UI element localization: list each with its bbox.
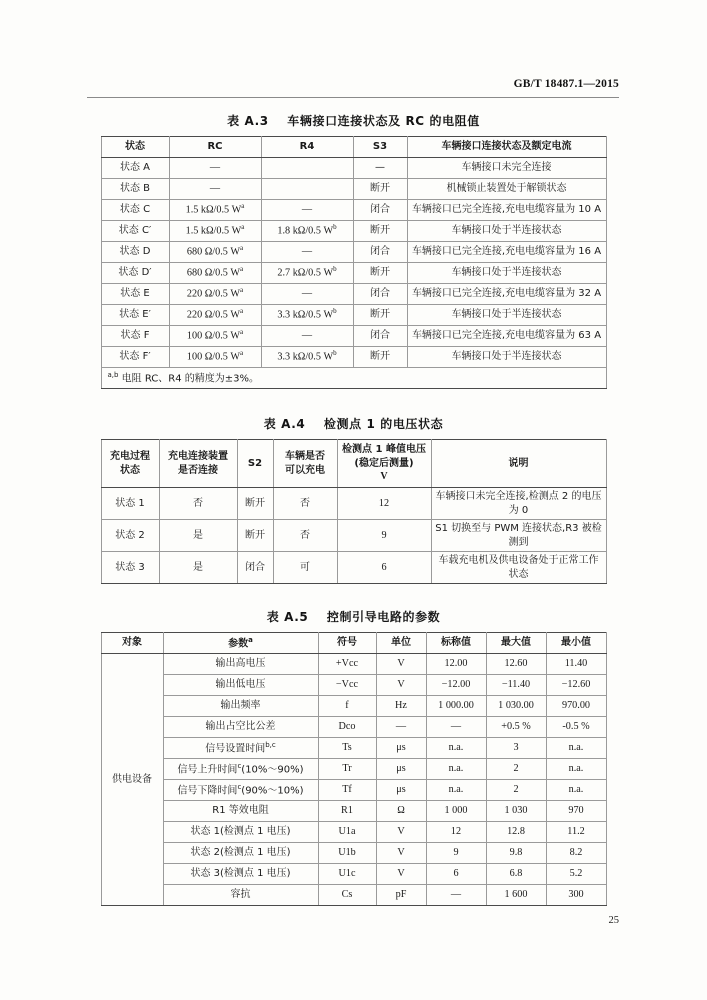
table-row (101, 326, 606, 347)
th-rc: RC (169, 137, 261, 158)
table-row (101, 759, 606, 780)
cell-nominal: −12.00 (426, 675, 486, 696)
cell-process-state: 状态 2 (101, 520, 159, 552)
cell-can-charge: 否 (273, 488, 337, 520)
cell-connector: 是 (159, 520, 237, 552)
cell-state: 状态 C′ (101, 221, 169, 242)
cell-nominal: n.a. (426, 759, 486, 780)
cell-desc: 车辆接口已完全连接,充电电缆容量为 16 A (407, 242, 606, 263)
cell-symbol: U1b (318, 843, 376, 864)
cell-can-charge: 否 (273, 520, 337, 552)
table-a3 (101, 136, 607, 389)
table-row (101, 242, 606, 263)
footnote-marker: a (240, 307, 244, 316)
table-row (101, 822, 606, 843)
cell-symbol: −Vcc (318, 675, 376, 696)
cell-s3: 闭合 (353, 200, 407, 221)
cell-max: 2 (486, 780, 546, 801)
cell-unit: V (376, 822, 426, 843)
cell-symbol: Dco (318, 717, 376, 738)
table-row (101, 488, 606, 520)
th-a4-connector-l1: 充电连接装置 (168, 451, 228, 462)
cell-symbol: Ts (318, 738, 376, 759)
cell-param: 状态 3(检测点 1 电压) (163, 864, 318, 885)
running-header (96, 78, 619, 90)
th-a5-param-text: 参数 (228, 637, 249, 649)
table-row (101, 864, 606, 885)
cell-symbol: R1 (318, 801, 376, 822)
cell-nominal: 9 (426, 843, 486, 864)
cell-r4: 3.3 kΩ/0.5 $W^b$ (261, 347, 353, 368)
th-a4-s2: S2 (237, 440, 273, 488)
cell-state: 状态 F′ (101, 347, 169, 368)
cell-rc: — (169, 158, 261, 179)
table-row (101, 738, 606, 759)
table-a3-body (101, 158, 606, 389)
cell-min: n.a. (546, 759, 606, 780)
cell-desc: 车辆接口未完全连接 (407, 158, 606, 179)
cell-min: -0.5 % (546, 717, 606, 738)
cell-desc: 车辆接口处于半连接状态 (407, 347, 606, 368)
th-a4-cancharge-l2: 可以充电 (285, 464, 325, 476)
cell-min: 5.2 (546, 864, 606, 885)
table-a3-block (87, 112, 620, 389)
cell-state: 状态 B (101, 179, 169, 200)
footnote-marker: b (333, 265, 337, 274)
th-a5-min: 最小值 (546, 633, 606, 654)
footnote-marker: a (240, 328, 244, 337)
cell-rc: 1.5 kΩ/0.5 $W^a$ (169, 221, 261, 242)
cell-s2: 断开 (237, 488, 273, 520)
cell-min: 11.2 (546, 822, 606, 843)
cell-symbol: f (318, 696, 376, 717)
table-a3-footnote-row (101, 368, 606, 389)
footnote-marker: b (333, 307, 337, 316)
footnote-marker: c (237, 761, 242, 770)
cell-nominal: n.a. (426, 780, 486, 801)
cell-desc: 车辆接口处于半连接状态 (407, 263, 606, 284)
cell-s2: 断开 (237, 520, 273, 552)
footnote-marker: b (333, 223, 337, 232)
th-a5-max: 最大值 (486, 633, 546, 654)
cell-nominal: 1 000 (426, 801, 486, 822)
cell-param: 信号设置时间$^{b,c}$ (163, 738, 318, 759)
cell-note: 车辆接口未完全连接,检测点 2 的电压为 0 (431, 488, 606, 520)
cell-state: 状态 C (101, 200, 169, 221)
footnote-marker: a (240, 244, 244, 253)
cell-connector: 否 (159, 488, 237, 520)
th-a5-param-sup: a (248, 635, 253, 644)
table-row (101, 552, 606, 584)
cell-min: 11.40 (546, 654, 606, 675)
table-a5-block (87, 608, 620, 906)
cell-symbol: U1c (318, 864, 376, 885)
table-a4-caption-label: 表 A.4 (263, 417, 306, 431)
cell-object-group: 供电设备 (101, 654, 163, 906)
th-a4-voltage (337, 440, 431, 488)
cell-param: 输出占空比公差 (163, 717, 318, 738)
table-a3-footnote: $^{a,b}$ 电阻 RC、R4 的精度为±3%。 (101, 368, 606, 389)
cell-process-state: 状态 1 (101, 488, 159, 520)
th-r4: R4 (261, 137, 353, 158)
th-a4-process-l1: 充电过程 (110, 451, 150, 462)
cell-min: n.a. (546, 738, 606, 759)
standard-number: GB/T 18487.1—2015 (513, 78, 619, 90)
cell-param: 状态 2(检测点 1 电压) (163, 843, 318, 864)
cell-param: 输出低电压 (163, 675, 318, 696)
cell-state: 状态 E (101, 284, 169, 305)
cell-rc: 680 Ω/0.5 $W^a$ (169, 242, 261, 263)
table-a3-header-row (101, 137, 606, 158)
cell-min: n.a. (546, 780, 606, 801)
th-a4-process (101, 440, 159, 488)
cell-unit: V (376, 654, 426, 675)
cell-s3: 闭合 (353, 326, 407, 347)
table-a4-caption (87, 415, 620, 432)
cell-min: 970.00 (546, 696, 606, 717)
cell-param: 信号下降时间$^c$(90%～10%) (163, 780, 318, 801)
cell-peak-voltage: 6 (337, 552, 431, 584)
cell-desc: 车辆接口处于半连接状态 (407, 305, 606, 326)
cell-r4: 3.3 kΩ/0.5 $W^b$ (261, 305, 353, 326)
cell-desc: 车辆接口已完全连接,充电电缆容量为 63 A (407, 326, 606, 347)
cell-unit: μs (376, 738, 426, 759)
cell-param: R1 等效电阻 (163, 801, 318, 822)
th-a4-process-l2: 状态 (120, 464, 140, 476)
cell-unit: V (376, 864, 426, 885)
th-a3-desc: 车辆接口连接状态及额定电流 (407, 137, 606, 158)
cell-nominal: — (426, 717, 486, 738)
table-a5-body (101, 654, 606, 906)
cell-symbol: Cs (318, 885, 376, 906)
cell-desc: 车辆接口处于半连接状态 (407, 221, 606, 242)
cell-desc: 车辆接口已完全连接,充电电缆容量为 32 A (407, 284, 606, 305)
cell-nominal: n.a. (426, 738, 486, 759)
cell-min: 970 (546, 801, 606, 822)
cell-max: 6.8 (486, 864, 546, 885)
cell-process-state: 状态 3 (101, 552, 159, 584)
cell-min: 8.2 (546, 843, 606, 864)
th-a4-voltage-l2: (稳定后测量) (354, 457, 414, 469)
table-a4-body (101, 488, 606, 584)
cell-connector: 是 (159, 552, 237, 584)
table-row (101, 801, 606, 822)
table-row (101, 885, 606, 906)
table-row (101, 520, 606, 552)
cell-nominal: — (426, 885, 486, 906)
th-a5-nominal: 标称值 (426, 633, 486, 654)
cell-rc: 100 Ω/0.5 $W^a$ (169, 326, 261, 347)
cell-state: 状态 A (101, 158, 169, 179)
th-a5-param (163, 633, 318, 654)
cell-desc: 车辆接口已完全连接,充电电缆容量为 10 A (407, 200, 606, 221)
cell-unit: pF (376, 885, 426, 906)
cell-s3: 断开 (353, 179, 407, 200)
cell-r4 (261, 179, 353, 200)
cell-peak-voltage: 12 (337, 488, 431, 520)
th-s3: S3 (353, 137, 407, 158)
cell-desc: 机械锁止装置处于解锁状态 (407, 179, 606, 200)
cell-state: 状态 D′ (101, 263, 169, 284)
th-a4-connector (159, 440, 237, 488)
cell-rc: 1.5 kΩ/0.5 $W^a$ (169, 200, 261, 221)
table-a3-caption-title: 车辆接口连接状态及 RC 的电阻值 (287, 114, 480, 128)
page-number: 25 (608, 915, 619, 926)
table-row (101, 843, 606, 864)
table-a5-caption (87, 608, 620, 625)
table-row (101, 717, 606, 738)
cell-unit: Ω (376, 801, 426, 822)
cell-unit: μs (376, 759, 426, 780)
cell-rc: 220 Ω/0.5 $W^a$ (169, 284, 261, 305)
cell-nominal: 6 (426, 864, 486, 885)
cell-nominal: 12.00 (426, 654, 486, 675)
cell-s3: 断开 (353, 221, 407, 242)
cell-max: 3 (486, 738, 546, 759)
cell-s3: 断开 (353, 347, 407, 368)
cell-unit: μs (376, 780, 426, 801)
th-a4-note: 说明 (431, 440, 606, 488)
cell-symbol: +Vcc (318, 654, 376, 675)
cell-min: 300 (546, 885, 606, 906)
cell-r4: 2.7 kΩ/0.5 $W^b$ (261, 263, 353, 284)
cell-r4: — (261, 284, 353, 305)
cell-unit: V (376, 675, 426, 696)
table-row (101, 780, 606, 801)
cell-max: 12.8 (486, 822, 546, 843)
cell-param: 信号上升时间$^c$(10%～90%) (163, 759, 318, 780)
cell-s3: 闭合 (353, 242, 407, 263)
table-a5-header-row (101, 633, 606, 654)
cell-max: 2 (486, 759, 546, 780)
cell-can-charge: 可 (273, 552, 337, 584)
cell-rc: 220 Ω/0.5 $W^a$ (169, 305, 261, 326)
footnote-marker: a,b (107, 370, 119, 379)
cell-state: 状态 E′ (101, 305, 169, 326)
cell-r4: — (261, 242, 353, 263)
table-row (101, 284, 606, 305)
cell-nominal: 1 000.00 (426, 696, 486, 717)
cell-max: 9.8 (486, 843, 546, 864)
cell-max: 12.60 (486, 654, 546, 675)
cell-s3: 断开 (353, 263, 407, 284)
cell-s3: 断开 (353, 305, 407, 326)
th-state: 状态 (101, 137, 169, 158)
footnote-marker: a (240, 349, 244, 358)
cell-symbol: U1a (318, 822, 376, 843)
th-a4-cancharge-l1: 车辆是否 (285, 451, 325, 462)
cell-unit: — (376, 717, 426, 738)
cell-rc: 100 Ω/0.5 $W^a$ (169, 347, 261, 368)
cell-r4 (261, 158, 353, 179)
th-a5-object: 对象 (101, 633, 163, 654)
table-row (101, 221, 606, 242)
cell-s2: 闭合 (237, 552, 273, 584)
cell-note: S1 切换至与 PWM 连接状态,R3 被检测到 (431, 520, 606, 552)
table-a4-block (87, 415, 620, 584)
cell-min: −12.60 (546, 675, 606, 696)
footnote-marker: b,c (265, 740, 276, 749)
table-row (101, 179, 606, 200)
th-a4-connector-l2: 是否连接 (178, 464, 218, 476)
th-a5-symbol: 符号 (318, 633, 376, 654)
cell-r4: 1.8 kΩ/0.5 $W^b$ (261, 221, 353, 242)
footnote-marker: c (237, 782, 242, 791)
footnote-marker: b (333, 349, 337, 358)
table-row (101, 654, 606, 675)
th-a4-voltage-unit: V (380, 471, 388, 483)
table-row (101, 675, 606, 696)
cell-param: 容抗 (163, 885, 318, 906)
table-a4-caption-title: 检测点 1 的电压状态 (323, 417, 444, 431)
table-row (101, 263, 606, 284)
cell-nominal: 12 (426, 822, 486, 843)
footnote-marker: a (241, 223, 245, 232)
table-row (101, 305, 606, 326)
cell-unit: Hz (376, 696, 426, 717)
cell-s3: 闭合 (353, 284, 407, 305)
cell-symbol: Tr (318, 759, 376, 780)
table-row (101, 696, 606, 717)
cell-s3: — (353, 158, 407, 179)
cell-r4: — (261, 326, 353, 347)
cell-max: 1 600 (486, 885, 546, 906)
page-content (87, 112, 620, 906)
cell-state: 状态 F (101, 326, 169, 347)
table-row (101, 158, 606, 179)
table-a5 (101, 632, 607, 906)
cell-note: 车载充电机及供电设备处于正常工作状态 (431, 552, 606, 584)
cell-param: 输出高电压 (163, 654, 318, 675)
footnote-marker: a (240, 286, 244, 295)
table-a4-header-row (101, 440, 606, 488)
cell-peak-voltage: 9 (337, 520, 431, 552)
cell-symbol: Tf (318, 780, 376, 801)
th-a5-unit: 单位 (376, 633, 426, 654)
cell-max: 1 030.00 (486, 696, 546, 717)
footnote-marker: a (240, 265, 244, 274)
cell-param: 输出频率 (163, 696, 318, 717)
cell-param: 状态 1(检测点 1 电压) (163, 822, 318, 843)
cell-rc: 680 Ω/0.5 $W^a$ (169, 263, 261, 284)
cell-rc: — (169, 179, 261, 200)
table-a3-caption-label: 表 A.3 (227, 114, 269, 128)
footnote-marker: a (241, 202, 245, 211)
th-a4-cancharge (273, 440, 337, 488)
header-rule (87, 97, 619, 98)
cell-max: +0.5 % (486, 717, 546, 738)
table-a5-caption-label: 表 A.5 (266, 610, 309, 624)
table-a4 (101, 439, 607, 584)
table-a5-caption-title: 控制引导电路的参数 (326, 610, 441, 624)
cell-max: −11.40 (486, 675, 546, 696)
cell-unit: V (376, 843, 426, 864)
table-row (101, 347, 606, 368)
table-row (101, 200, 606, 221)
cell-r4: — (261, 200, 353, 221)
th-a4-voltage-l1: 检测点 1 峰值电压 (342, 444, 426, 456)
cell-max: 1 030 (486, 801, 546, 822)
cell-state: 状态 D (101, 242, 169, 263)
table-a3-caption (87, 112, 620, 129)
